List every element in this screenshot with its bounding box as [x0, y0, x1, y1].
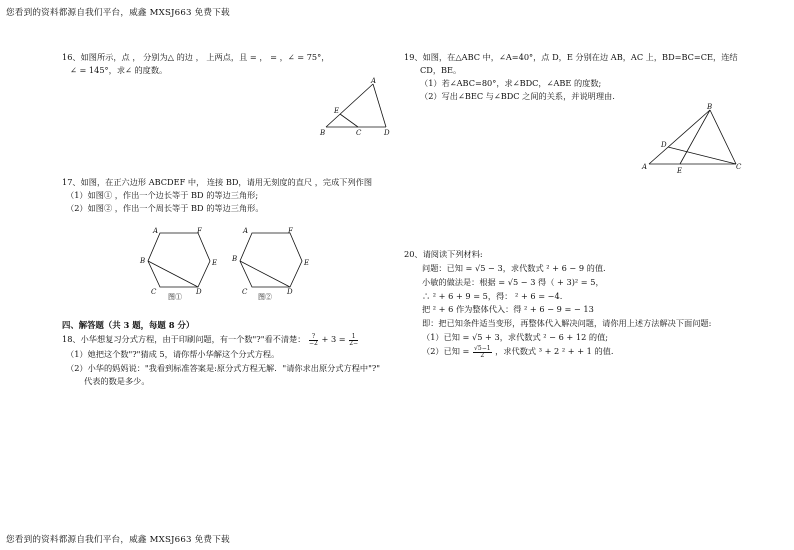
q17-line1: 17、如图，在正六边形 ABCDEF 中， 连接 BD，请用无刻度的直尺 ，完成下列作图: [62, 177, 373, 187]
q20-fraction: [473, 346, 492, 359]
q16-line1: 16、如图所示，点 ， 分别为△ 的边 ， 上两点，且 = ， = ，∠ = 75°，: [62, 52, 330, 62]
q19-sub1: （1）若∠ABC=80°，求∠BDC，∠ABE 的度数;: [420, 78, 602, 88]
hex1-label-f: F: [197, 227, 202, 235]
q20-step2: 把 ² + 6 作为整体代入：得 ² + 6 − 9 = − 13: [422, 304, 594, 314]
q20-method: 小敏的做法是：根据 = √5 − 3 得（ + 3)² = 5，: [422, 277, 604, 287]
q17-sub1: （1）如图① ，作出一个边长等于 BD 的等边三角形;: [66, 190, 259, 200]
hex2-label-b: B: [232, 255, 238, 263]
q18-frac1-den: −2: [309, 339, 318, 347]
q19-label-a: A: [642, 163, 648, 171]
hex1-label-c: C: [151, 288, 157, 296]
q20-sub1: （1）已知 = √5 + 3，求代数式 ² − 6 + 12 的值;: [422, 332, 609, 342]
q18-line1: [62, 333, 359, 347]
hex1-label-b: B: [140, 257, 146, 265]
q20-sub2-a: （2）已知 =: [422, 346, 470, 356]
hex2-caption: 图②: [258, 293, 272, 301]
hex2-label-e: E: [304, 259, 310, 267]
hex1-label-d: D: [196, 288, 202, 296]
q18-text: 18、小华想复习分式方程，由于印刷问题，有一个数"?"看不清楚：: [62, 334, 306, 344]
q20-sub2: [422, 345, 613, 359]
q20-sub2-b: ，求代数式 ³ + 2 ² + + 1 的值.: [495, 346, 614, 356]
q16-label-c: C: [356, 129, 362, 137]
q17-sub2: （2）如图② ，作出一个周长等于 BD 的等边三角形。: [66, 203, 264, 213]
page-header: 您看到的资料都源自我们平台，威鑫 MXSJ663 免费下载: [6, 8, 230, 18]
q18-frac2-num: 1: [349, 334, 358, 341]
q19-label-e: E: [677, 167, 683, 175]
q18-fraction-2: [349, 334, 358, 347]
q18-frac1-num: ?: [309, 334, 318, 341]
q20-title: 20、请阅读下列材料:: [404, 249, 483, 259]
q18-sub2b: 代表的数是多少。: [84, 376, 150, 386]
q19-label-c: C: [736, 163, 742, 171]
q19-triangle-figure: [640, 102, 748, 178]
hex2-label-a: A: [243, 227, 249, 235]
q16-line2: ∠ = 145°，求∠ 的度数。: [70, 65, 168, 75]
q19-sub2: （2）写出∠BEC 与∠BDC 之间的关系，并说明理由.: [420, 91, 615, 101]
q19-line2: CD，BE。: [420, 65, 462, 75]
hex1-label-e: E: [212, 259, 218, 267]
hex2-label-c: C: [242, 288, 248, 296]
q16-label-a: A: [371, 77, 377, 85]
hex2-label-f: F: [288, 227, 293, 235]
q16-label-b: B: [320, 129, 326, 137]
hex1-label-a: A: [153, 227, 159, 235]
q18-fraction-1: [309, 334, 318, 347]
q19-label-b: B: [707, 103, 713, 111]
q18-sub2: （2）小华的妈妈说："我看到标准答案是:原分式方程无解．"请你求出原分式方程中"?": [66, 363, 380, 373]
section-4-title: 四、解答题（共 3 题，每题 8 分）: [62, 320, 195, 330]
q18-sub1: （1）她把这个数"?"猜成 5，请你帮小华解这个分式方程。: [66, 349, 280, 359]
q19-label-d: D: [661, 141, 667, 149]
q20-problem: 问题：已知 = √5 − 3，求代数式 ² + 6 − 9 的值.: [422, 263, 606, 273]
q20-instruction: 即：把已知条件适当变形，再整体代入解决问题，请你用上述方法解决下面问题:: [422, 318, 712, 328]
q17-hexagon-figure-1: [138, 225, 218, 303]
q16-label-d: D: [384, 129, 390, 137]
hex1-caption: 图①: [168, 293, 182, 301]
q19-line1: 19、如图，在△ABC 中，∠A=40°，点 D，E 分别在边 AB，AC 上，BD=BC=CE，连结: [404, 52, 738, 62]
q18-eq-mid: + 3 =: [321, 334, 346, 344]
q20-frac-num: √5−1: [474, 344, 491, 352]
page-footer: 您看到的资料都源自我们平台，威鑫 MXSJ663 免费下载: [6, 535, 230, 545]
q18-frac2-den: 2−: [349, 339, 359, 347]
q16-label-e: E: [334, 107, 340, 115]
q17-hexagon-figure-2: [230, 225, 310, 303]
q16-triangle-figure: [318, 78, 394, 138]
hex2-label-d: D: [287, 288, 293, 296]
q20-frac-den: 2: [480, 351, 485, 359]
q20-step1: ∴ ² + 6 + 9 = 5，得： ² + 6 = −4.: [422, 291, 563, 301]
